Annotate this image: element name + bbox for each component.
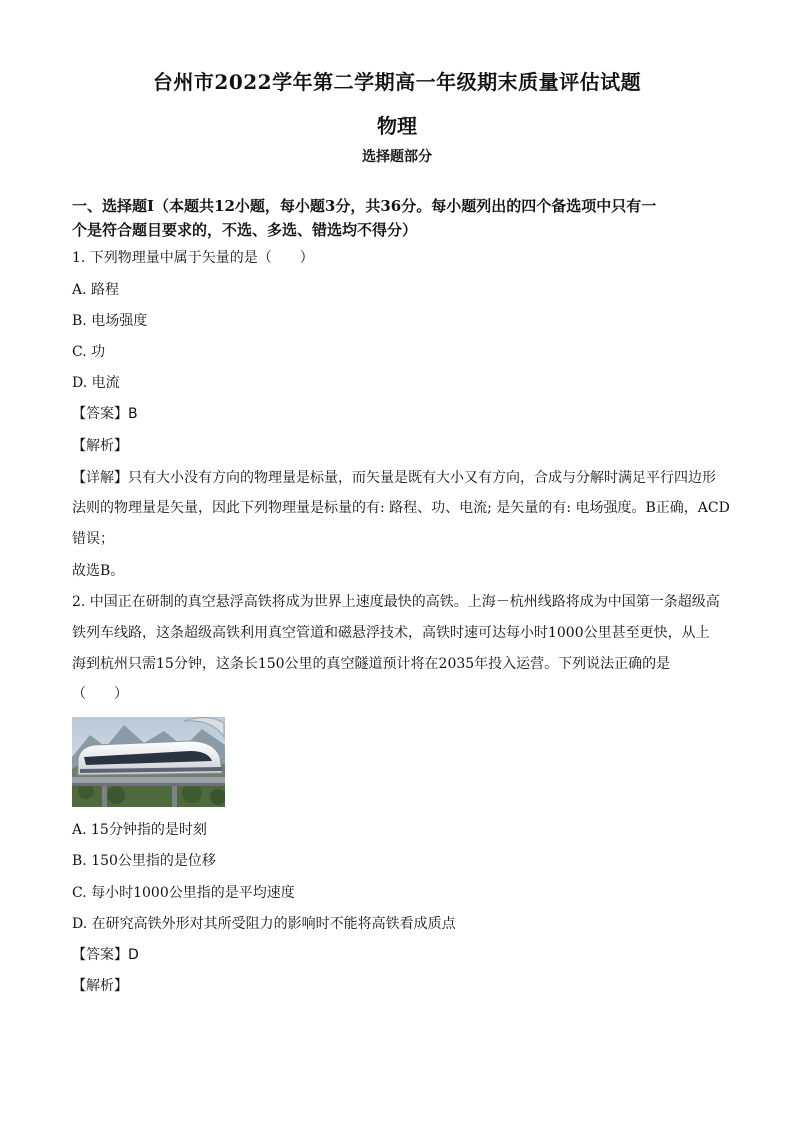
q2-stem-line3: 海到杭州只需15分钟，这条长150公里的真空隧道预计将在2035年投入运营。下列说法正确的是 bbox=[72, 656, 671, 672]
q1-option-c: C. 功 bbox=[72, 344, 106, 360]
q1-detail-line3: 错误； bbox=[72, 531, 114, 547]
q2-option-a: A. 15分钟指的是时刻 bbox=[72, 822, 207, 838]
q1-stem: 1. 下列物理量中属于矢量的是（ ） bbox=[72, 250, 314, 266]
q1-detail-line2: 法则的物理量是矢量，因此下列物理量是标量的有: 路程、功、电流; 是矢量的有: 电场强度。B正确，ACD bbox=[72, 500, 730, 516]
q1-conclusion: 故选B。 bbox=[72, 563, 125, 579]
q2-option-b: B. 150公里指的是位移 bbox=[72, 853, 216, 869]
q2-analysis-label: 【解析】 bbox=[72, 978, 128, 994]
q1-option-a: A. 路程 bbox=[72, 282, 120, 298]
q1-option-b: B. 电场强度 bbox=[72, 313, 148, 329]
q2-option-c: C. 每小时1000公里指的是平均速度 bbox=[72, 885, 295, 901]
q1-detail-line1: 【详解】只有大小没有方向的物理量是标量，而矢量是既有大小又有方向，合成与分解时满足平行四边形 bbox=[72, 470, 716, 486]
q1-analysis-label: 【解析】 bbox=[72, 438, 128, 454]
q1-answer: 【答案】B bbox=[72, 406, 138, 422]
q2-answer: 【答案】D bbox=[72, 947, 139, 963]
exam-title: 台州市2022学年第二学期高一年级期末质量评估试题 bbox=[152, 70, 642, 94]
maglev-train-image bbox=[72, 717, 225, 807]
section-heading-line2: 个是符合题目要求的，不选、多选、错选均不得分） bbox=[72, 221, 418, 239]
q2-stem-line1: 2. 中国正在研制的真空悬浮高铁将成为世界上速度最快的高铁。上海－杭州线路将成为中国第一条超级高 bbox=[72, 594, 720, 610]
subject-title: 物理 bbox=[377, 114, 417, 138]
part-title: 选择题部分 bbox=[362, 149, 432, 165]
q2-stem-line4: （ ） bbox=[72, 686, 128, 702]
q1-option-d: D. 电流 bbox=[72, 375, 120, 391]
section-heading-line1: 一、选择题Ⅰ（本题共12小题，每小题3分，共36分。每小题列出的四个备选项中只有一 bbox=[72, 197, 657, 215]
q2-stem-line2: 铁列车线路，这条超级高铁利用真空管道和磁悬浮技术，高铁时速可达每小时1000公里甚至更快，从上 bbox=[72, 625, 710, 641]
q2-option-d: D. 在研究高铁外形对其所受阻力的影响时不能将高铁看成质点 bbox=[72, 916, 456, 932]
